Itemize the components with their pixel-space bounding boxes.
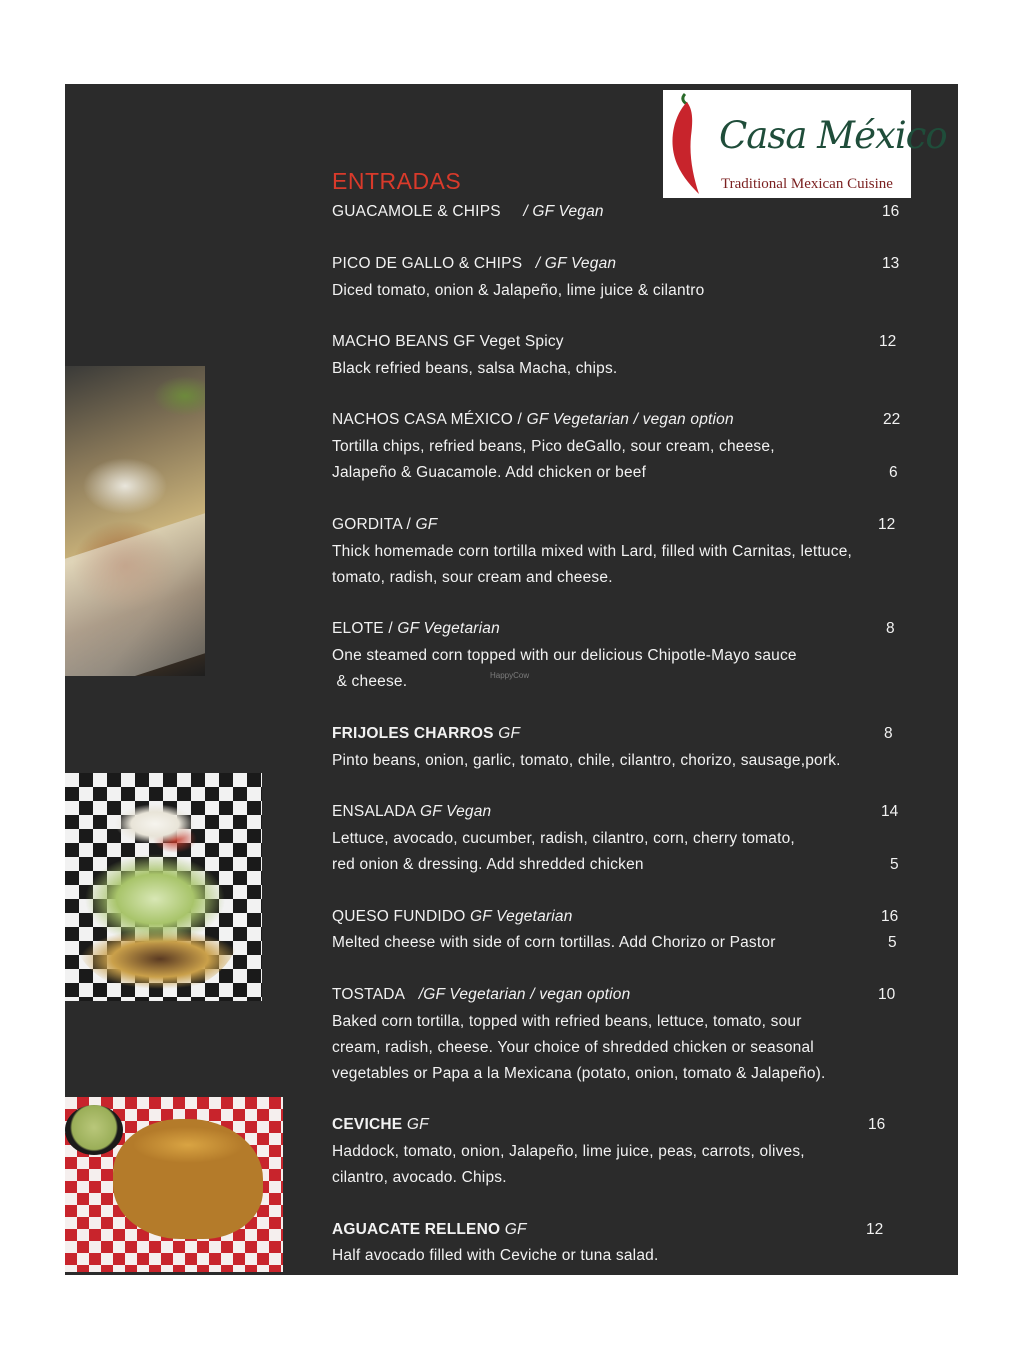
item-heading [332, 803, 491, 821]
item-price: 14 [881, 803, 899, 820]
item-price: 16 [882, 203, 900, 220]
item-tags: GF Vegetarian / vegan option [526, 411, 734, 428]
item-heading [332, 908, 573, 926]
item-price: 8 [884, 725, 893, 742]
item-tags: GF Vegetarian [397, 620, 500, 637]
item-price: 16 [881, 908, 899, 925]
nachos-photo [65, 366, 205, 676]
item-name: TOSTADA [332, 986, 406, 1003]
item-tags: GF [406, 1116, 429, 1133]
item-heading [332, 725, 520, 743]
item-price: 13 [882, 255, 900, 272]
item-heading [332, 255, 616, 273]
item-name: ENSALADA [332, 803, 416, 820]
item-heading [332, 620, 500, 638]
item-name: ELOTE / [332, 620, 393, 637]
item-name: NACHOS CASA MÉXICO / [332, 411, 523, 428]
chili-pepper-icon [663, 90, 723, 198]
item-description: Half avocado filled with Ceviche or tuna salad. [332, 1247, 659, 1264]
item-description: cilantro, avocado. Chips. [332, 1169, 507, 1186]
item-description: Black refried beans, salsa Macha, chips. [332, 360, 618, 377]
item-description: One steamed corn topped with our delicious Chipotle-Mayo sauce [332, 647, 797, 664]
item-price: 12 [878, 516, 896, 533]
item-tags: GF Vegan [419, 803, 492, 820]
item-name: FRIJOLES CHARROS [332, 725, 494, 742]
item-price: 12 [879, 333, 897, 350]
item-tags: /GF Vegetarian / vegan option [418, 986, 631, 1003]
gordita-photo [65, 1097, 283, 1272]
item-description: Diced tomato, onion & Jalapeño, lime juice & cilantro [332, 282, 705, 299]
item-price: 12 [866, 1221, 884, 1238]
item-heading [332, 203, 604, 221]
item-name: MACHO BEANS GF Veget Spicy [332, 333, 564, 350]
item-heading [332, 516, 437, 534]
item-description: Lettuce, avocado, cucumber, radish, cilantro, corn, cherry tomato, [332, 830, 795, 847]
brand-name: Casa México [719, 114, 947, 157]
item-tags: GF [415, 516, 438, 533]
item-description: tomato, radish, sour cream and cheese. [332, 569, 613, 586]
item-tags: GF [498, 725, 521, 742]
item-price: 8 [886, 620, 895, 637]
item-heading [332, 1116, 429, 1134]
item-price: 16 [868, 1116, 886, 1133]
addon-price: 5 [890, 856, 899, 873]
brand-tagline: Traditional Mexican Cuisine [721, 176, 893, 192]
item-price: 10 [878, 986, 896, 1003]
item-heading [332, 1221, 527, 1239]
item-heading [332, 986, 630, 1004]
item-description: Jalapeño & Guacamole. Add chicken or beef [332, 464, 647, 481]
item-description: Tortilla chips, refried beans, Pico deGallo, sour cream, cheese, [332, 438, 775, 455]
item-name: GUACAMOLE & CHIPS [332, 203, 501, 220]
item-description: Baked corn tortilla, topped with refried beans, lettuce, tomato, sour [332, 1013, 802, 1030]
item-heading [332, 411, 734, 429]
item-price: 22 [883, 411, 901, 428]
item-tags: GF Vegetarian [470, 908, 573, 925]
item-name: PICO DE GALLO & CHIPS [332, 255, 523, 272]
item-description: Thick homemade corn tortilla mixed with Lard, filled with Carnitas, lettuce, [332, 543, 853, 560]
item-description: red onion & dressing. Add shredded chicken [332, 856, 644, 873]
tostada-photo [65, 773, 262, 1001]
logo [663, 90, 947, 198]
item-description: & cheese. [332, 673, 408, 690]
item-tags: GF [504, 1221, 527, 1238]
item-description: Pinto beans, onion, garlic, tomato, chile, cilantro, chorizo, sausage,pork. [332, 752, 841, 769]
item-name: AGUACATE RELLENO [332, 1221, 501, 1238]
item-description: Haddock, tomato, onion, Jalapeño, lime juice, peas, carrots, olives, [332, 1143, 805, 1160]
item-name: GORDITA / [332, 516, 412, 533]
item-tags: / GF Vegan [535, 255, 617, 272]
item-description: vegetables or Papa a la Mexicana (potato, onion, tomato & Jalapeño). [332, 1065, 826, 1082]
watermark: HappyCow [490, 671, 530, 680]
addon-price: 5 [888, 934, 897, 951]
item-description: Melted cheese with side of corn tortillas. Add Chorizo or Pastor [332, 934, 776, 951]
addon-price: 6 [889, 464, 898, 481]
section-title: ENTRADAS [332, 168, 462, 194]
item-tags: / GF Vegan [523, 203, 604, 220]
item-description: cream, radish, cheese. Your choice of shredded chicken or seasonal [332, 1039, 814, 1056]
item-name: CEVICHE [332, 1116, 403, 1133]
item-name: QUESO FUNDIDO [332, 908, 466, 925]
